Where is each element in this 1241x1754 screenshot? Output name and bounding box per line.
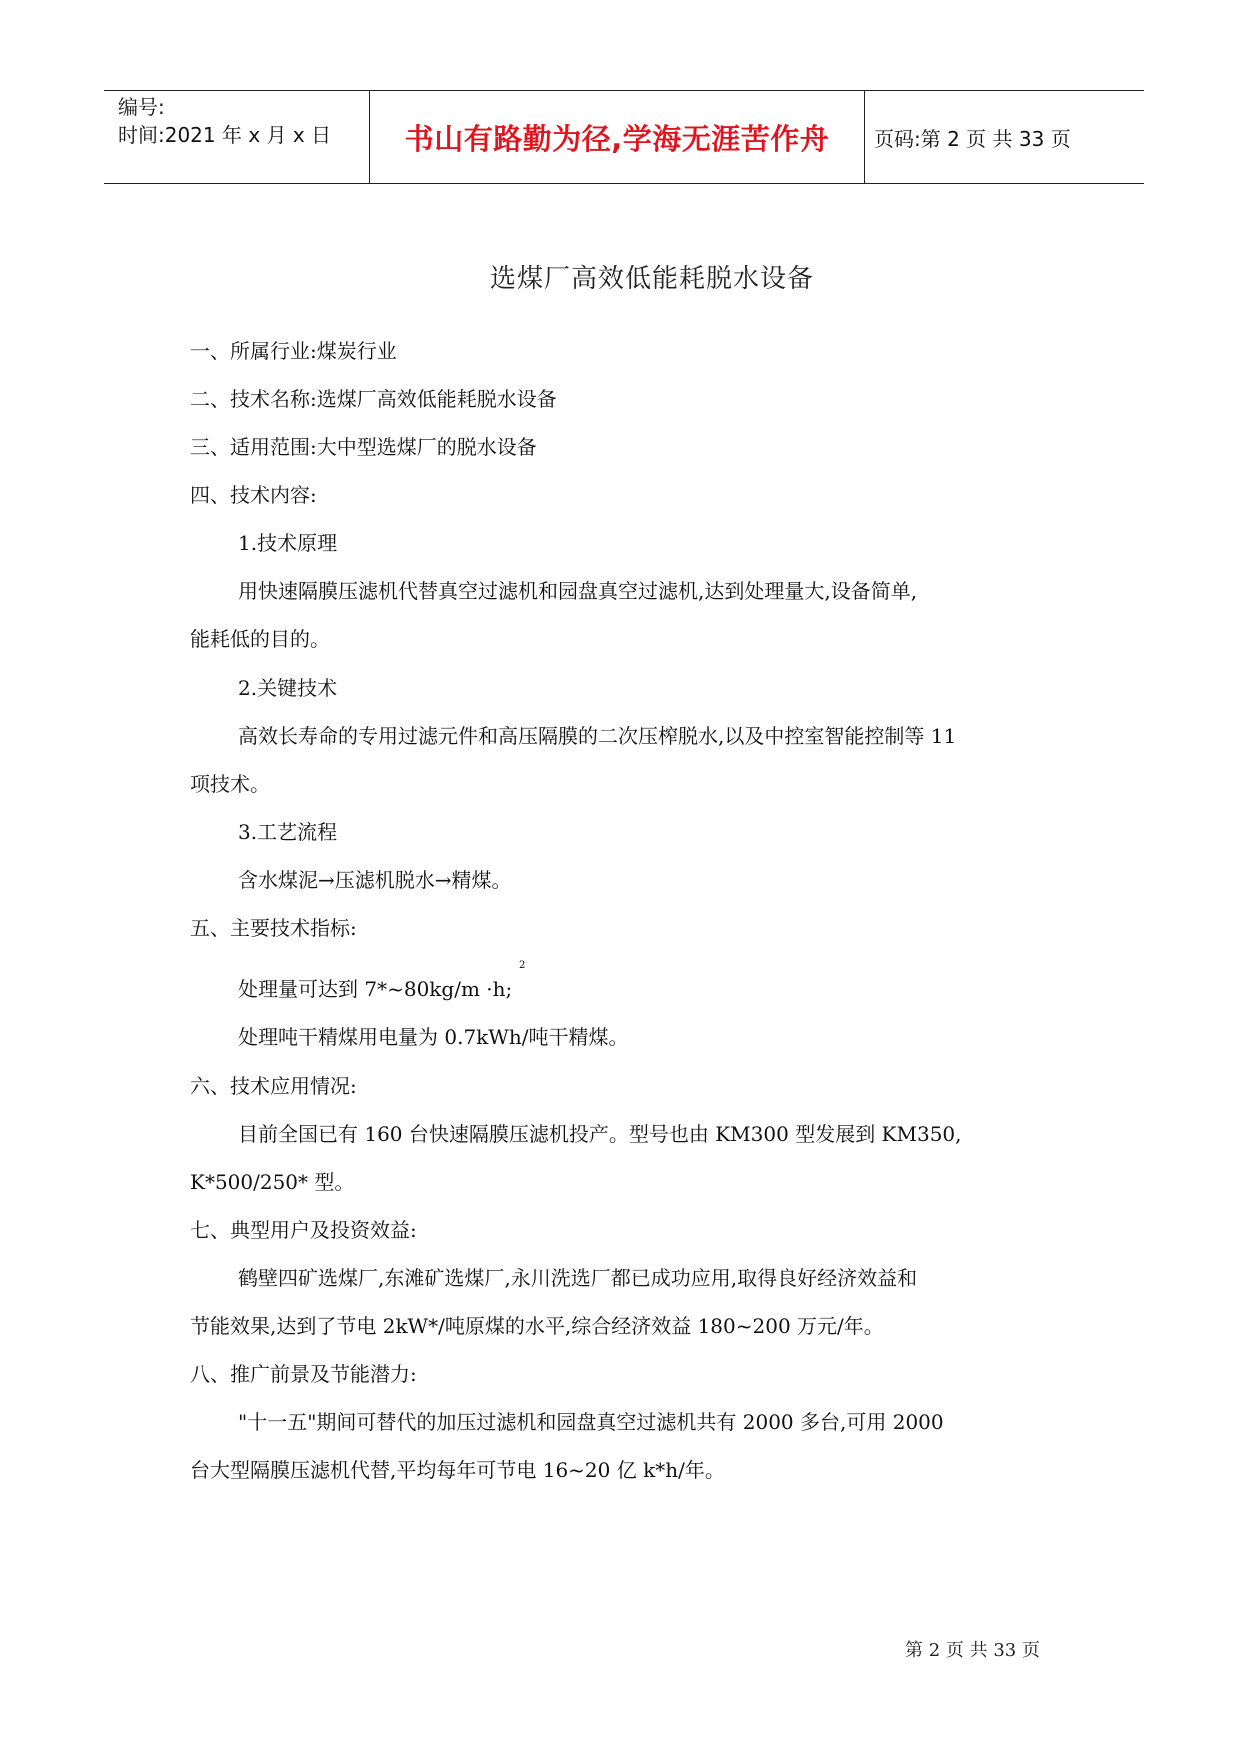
indicator-1 bbox=[238, 975, 512, 1003]
principle-heading: 1.技术原理 bbox=[238, 531, 338, 555]
principle-line-1: 用快速隔膜压滤机代替真空过滤机和园盘真空过滤机,达到处理量大,设备简单, bbox=[238, 579, 918, 603]
header-motto: 书山有路勤为径,学海无涯苦作舟 bbox=[404, 121, 830, 156]
section-application: 六、技术应用情况: bbox=[190, 1074, 357, 1098]
indicator-2: 处理吨干精煤用电量为 0.7kWh/吨干精煤。 bbox=[238, 1025, 629, 1049]
process-heading: 3.工艺流程 bbox=[238, 820, 338, 844]
prospect-line-2: 台大型隔膜压滤机代替,平均每年可节电 16~20 亿 k*h/年。 bbox=[190, 1458, 725, 1482]
key-heading: 2.关键技术 bbox=[238, 676, 338, 700]
key-line-2: 项技术。 bbox=[190, 772, 270, 796]
indicator-1-superscript: 2 bbox=[519, 960, 526, 971]
header-table bbox=[104, 90, 1144, 184]
process-line: 含水煤泥→压滤机脱水→精煤。 bbox=[238, 868, 512, 892]
prospect-line-1: "十一五"期间可替代的加压过滤机和园盘真空过滤机共有 2000 多台,可用 2000 bbox=[238, 1410, 944, 1434]
time-label: 时间:2021 年 x 月 x 日 bbox=[118, 123, 332, 147]
header-divider bbox=[864, 91, 865, 183]
section-users: 七、典型用户及投资效益: bbox=[190, 1218, 417, 1242]
application-line-1: 目前全国已有 160 台快速隔膜压滤机投产。型号也由 KM300 型发展到 KM350, bbox=[238, 1122, 962, 1146]
indicator-1-text: 处理量可达到 7*~80kg/m ·h; bbox=[238, 977, 513, 1001]
header-meta bbox=[118, 93, 368, 149]
users-line-2: 节能效果,达到了节电 2kW*/吨原煤的水平,综合经济效益 180~200 万元/年。 bbox=[190, 1314, 884, 1338]
section-indicators: 五、主要技术指标: bbox=[190, 916, 357, 940]
section-content: 四、技术内容: bbox=[190, 483, 317, 507]
page-footer: 第 2 页 共 33 页 bbox=[905, 1640, 1040, 1661]
section-industry: 一、所属行业:煤炭行业 bbox=[190, 339, 397, 363]
header-page-label: 页码:第 2 页 共 33 页 bbox=[874, 126, 1071, 151]
section-scope: 三、适用范围:大中型选煤厂的脱水设备 bbox=[190, 435, 537, 459]
section-tech-name: 二、技术名称:选煤厂高效低能耗脱水设备 bbox=[190, 387, 557, 411]
application-line-2: K*500/250* 型。 bbox=[190, 1170, 355, 1194]
number-label: 编号: bbox=[118, 95, 165, 119]
section-prospect: 八、推广前景及节能潜力: bbox=[190, 1362, 417, 1386]
users-line-1: 鹤壁四矿选煤厂,东滩矿选煤厂,永川洗选厂都已成功应用,取得良好经济效益和 bbox=[238, 1266, 918, 1290]
key-line-1: 高效长寿命的专用过滤元件和高压隔膜的二次压榨脱水,以及中控室智能控制等 11 bbox=[238, 724, 957, 748]
principle-line-2: 能耗低的目的。 bbox=[190, 627, 330, 651]
document-title: 选煤厂高效低能耗脱水设备 bbox=[489, 264, 814, 294]
